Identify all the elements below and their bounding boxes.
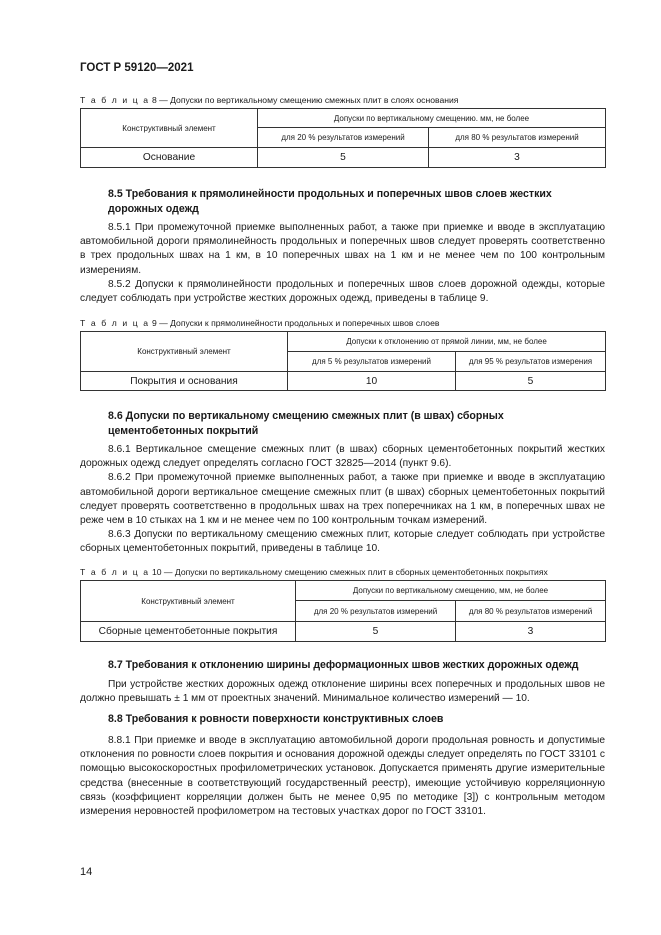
table-cell: 5 — [258, 148, 429, 168]
paragraph: 8.6.2 При промежуточной приемке выполненных работ, а также при приемке и вводе в эксплуатацию автомобильной дороги вертикальное смещение смежных плит (в швах) сборных цементобетонных покрытий следует проверять соответственно в продольных швах на трех поперечниках на 1 км, в поперечных швах не реже чем в 10 стыках на 1 км и не менее чем по 100 контрольным точкам измерений. — [80, 472, 605, 527]
section-8-8-text — [80, 734, 605, 819]
table-cell: 5 — [296, 622, 456, 642]
table-caption-text: 8 — Допуски по вертикальному смещению смежных плит в слоях основания — [151, 95, 459, 105]
table-8 — [80, 108, 606, 168]
table-row — [81, 372, 606, 391]
table-cell: 3 — [456, 622, 606, 642]
paragraph: При устройстве жестких дорожных одежд отклонение ширины всех поперечных и продольных швов не должно превышать ± 1 мм от проектных значений. Минимальное количество измерений — 10. — [80, 679, 605, 705]
section-8-7-title: 8.7 Требования к отклонению ширины деформационных швов жестких дорожных одежд — [108, 659, 579, 671]
paragraph: 8.8.1 При приемке и вводе в эксплуатацию автомобильной дороги продольная ровность и допустимые отклонения по ровности слоев покрытия и основания дорожной одежды следует определять по ГОСТ 33101 с помощью высокоскоростных профилометрических установок. Допускается применять другие измерительные средства (внесенные в соответствующий государственный реестр), имеющие устойчивую корреляционную связь (коэффициент корреляции должен быть не менее 0,95 по методике [3]) с контрольным методом измерения неровностей профилометром на тестовых участках дорог по ГОСТ 33101. — [80, 735, 605, 818]
table-header-element: Конструктивный элемент — [81, 581, 296, 622]
table-header-col-b: для 80 % результатов измерений — [429, 128, 606, 148]
table-cell: Сборные цементобетонные покрытия — [81, 622, 296, 642]
section-8-5-text — [80, 221, 605, 306]
table-caption-text: 9 — Допуски к прямолинейности продольных и поперечных швов слоев — [151, 318, 440, 328]
table-10 — [80, 580, 606, 642]
table-header-element: Конструктивный элемент — [81, 109, 258, 148]
paragraph: 8.5.2 Допуски к прямолинейности продольных и поперечных швов слоев дорожной одежды, которые следует соблюдать при устройстве жестких дорожных одежд, приведены в таблице 9. — [80, 278, 605, 305]
table-header-group: Допуски по вертикальному смещению. мм, не более — [258, 109, 606, 128]
table-cell: Основание — [81, 148, 258, 168]
table-8-caption — [80, 95, 458, 105]
table-caption-label: Т а б л и ц а — [80, 318, 150, 328]
table-10-caption — [80, 567, 548, 577]
table-header-col-b: для 80 % результатов измерений — [456, 601, 606, 622]
section-8-7-text — [80, 678, 605, 706]
paragraph: 8.6.1 Вертикальное смещение смежных плит (в швах) сборных цементобетонных покрытий жестких дорожных одежд следует определять согласно ГОСТ 32825—2014 (пункт 9.6). — [80, 444, 605, 470]
page-number: 14 — [80, 866, 93, 878]
table-header-col-a: для 20 % результатов измерений — [258, 128, 429, 148]
table-caption-text: 10 — Допуски по вертикальному смещению смежных плит в сборных цементобетонных покрытиях — [151, 567, 548, 577]
table-9-caption — [80, 318, 439, 328]
section-8-5-title: 8.5 Требования к прямолинейности продольных и поперечных швов слоев жестких дорожных одежд — [108, 188, 552, 215]
table-header-col-a: для 20 % результатов измерений — [296, 601, 456, 622]
paragraph: 8.5.1 При промежуточной приемке выполненных работ, а также при приемке и вводе в эксплуатацию автомобильной дороги прямолинейность продольных и поперечных швов следует проверять соответственно в трех продольных швах на 1 км, в 10 поперечных швах на 1 км и не менее чем по 100 контрольным измерениям. — [80, 222, 605, 276]
table-caption-label: Т а б л и ц а — [80, 567, 150, 577]
table-cell: Покрытия и основания — [81, 372, 288, 391]
table-header-group: Допуски по вертикальному смещению, мм, не более — [296, 581, 606, 601]
table-cell: 5 — [456, 372, 606, 391]
table-row — [81, 148, 606, 168]
section-8-8-title: 8.8 Требования к ровности поверхности конструктивных слоев — [108, 713, 444, 725]
document-header: ГОСТ Р 59120—2021 — [80, 62, 194, 74]
section-8-6-text — [80, 443, 605, 557]
table-header-group: Допуски к отклонению от прямой линии, мм, не более — [288, 332, 606, 352]
section-8-6-title: 8.6 Допуски по вертикальному смещению смежных плит (в швах) сборных цементобетонных покрытий — [108, 410, 504, 437]
table-header-element: Конструктивный элемент — [81, 332, 288, 372]
table-row — [81, 622, 606, 642]
table-header-col-a: для 5 % результатов измерений — [288, 352, 456, 372]
paragraph: 8.6.3 Допуски по вертикальному смещению смежных плит, которые следует соблюдать при устройстве сборных цементобетонных покрытий, приведены в таблице 10. — [80, 529, 605, 555]
table-caption-label: Т а б л и ц а — [80, 95, 150, 105]
table-cell: 3 — [429, 148, 606, 168]
table-9 — [80, 331, 606, 391]
table-cell: 10 — [288, 372, 456, 391]
table-header-col-b: для 95 % результатов измерения — [456, 352, 606, 372]
